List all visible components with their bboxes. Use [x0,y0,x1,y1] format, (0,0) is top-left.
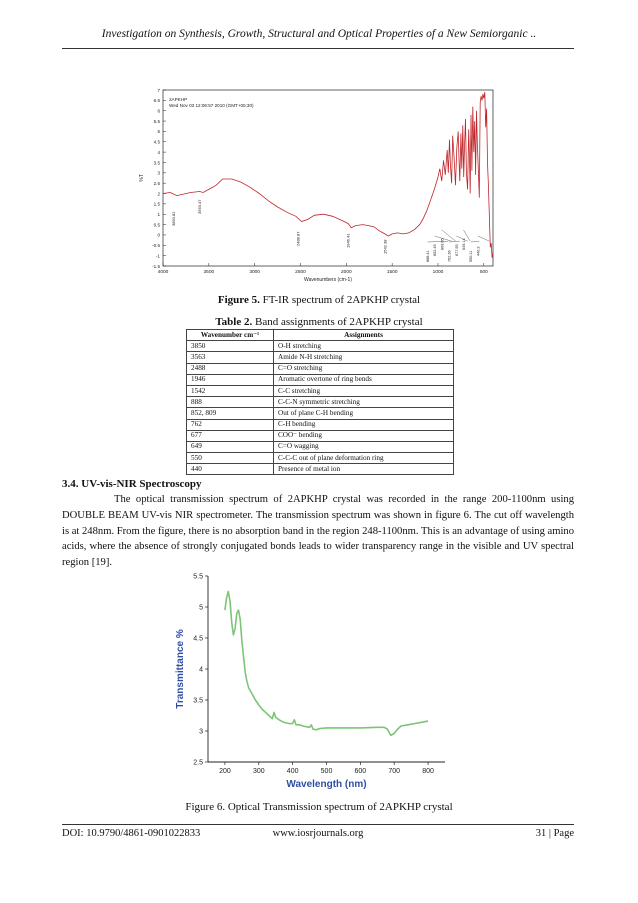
peak-label: 3850.82 [170,211,176,226]
peak-label: 888.41 [426,250,430,262]
cell-assignment: C-C stretching [274,385,454,396]
x-tick-label: 3500 [203,270,215,275]
peak-label: 809.65 [440,238,445,250]
y-tick-label: 3 [157,170,160,176]
cell-assignment: C-H bending [274,419,454,430]
table-row [187,453,454,464]
x-tick-label: 4000 [157,270,169,275]
y-tick-label: -0.5 [152,243,160,249]
cell-assignment: O-H stretching [274,341,454,352]
x-tick-label: 2500 [295,270,306,275]
y-tick-label: 4.5 [153,139,160,145]
table-row [187,352,454,363]
y-tick-label: 6.5 [153,98,160,104]
cell-assignment: C=O stretching [274,363,454,374]
table-2-text: Band assignments of 2APKHP crystal [252,316,423,328]
peak-leader-line [449,241,460,242]
x-axis-label: Wavelength (nm) [286,779,367,790]
y-tick-label: 2.5 [153,180,160,186]
peak-label: 550.11 [469,250,474,262]
table-row [187,419,454,430]
peak-label: 649.14 [462,238,466,250]
cell-wavenumber: 2488 [187,363,274,374]
cell-wavenumber: 888 [187,397,274,408]
x-tick-label: 500 [320,768,333,775]
y-tick-label: 3.5 [193,697,203,705]
cell-assignment: Out of plane C-H bending [274,408,454,419]
table-2-label: Table 2. [215,316,253,328]
table-row [187,464,454,475]
table-row [187,385,454,396]
ftir-series-line [163,92,493,258]
peak-label: 762.36 [447,250,452,262]
table-row [187,408,454,419]
x-tick-label: 1500 [386,270,398,275]
body-paragraph: The optical transmission spectrum of 2APKHP crystal was recorded in the range 200-1100nm using DOUBLE BEAM UV-vis NIR spectrometer. The transmission spectrum was shown in figure 6. The cut off wavelength is at 248nm. From the figure, there is no absorption band in the region 248-1100nm. This is an advantage of using amino acids, where the absence of strongly conjugated bonds leads to wider transparency range in the visible and UV spectral region [19]. [62,494,574,569]
cell-wavenumber: 440 [187,464,274,475]
table-row [187,430,454,441]
peak-leader-line [471,241,480,242]
y-tick-label: 2 [157,191,160,197]
y-tick-label: 5 [157,129,160,135]
y-tick-label: 1 [157,212,160,218]
footer-site: www.iosrjournals.org [272,828,364,839]
y-tick-label: -1.5 [152,263,160,269]
cell-wavenumber: 762 [187,419,274,430]
ftir-spectrum-chart [135,86,505,286]
peak-label: 2488.87 [295,231,301,246]
cell-assignment: C=O wagging [274,441,454,452]
table-row [187,363,454,374]
x-tick-label: 600 [354,768,367,775]
footer-rule [62,824,574,825]
y-tick-label: 5.5 [193,573,203,581]
y-tick-label: 3 [199,728,203,736]
running-head: Investigation on Synthesis, Growth, Structural and Optical Properties of a New Semiorganic .. [101,28,537,40]
header-assignments: Assignments [274,330,454,341]
cell-wavenumber: 3850 [187,341,274,352]
table-row [187,397,454,408]
peak-label: 677.95 [454,244,459,256]
annotation-line: Wed Nov 03 12:06:57 2010 (GMT+05:30) [169,103,254,108]
cell-assignment: C-C-N symmetric stretching [274,397,454,408]
y-tick-label: 3.5 [153,160,160,166]
x-tick-label: 2000 [340,270,352,275]
cell-wavenumber: 1542 [187,385,274,396]
y-tick-label: 5.5 [153,118,160,124]
table-row [187,341,454,352]
peak-label: 852.45 [433,244,438,256]
figure-5-text: FT-IR spectrum of 2APKHP crystal [259,294,421,306]
figure-5-caption [0,294,638,306]
y-tick-label: 4 [157,149,160,155]
x-tick-label: 700 [388,768,401,775]
footer-page: 31 | Page [535,828,574,839]
y-tick-label: 6 [157,108,160,114]
y-tick-label: 0.5 [153,222,160,228]
y-tick-label: -1 [155,253,160,259]
peak-label: 1946.41 [345,233,351,248]
figure-5-label: Figure 5. [217,294,260,306]
cell-wavenumber: 550 [187,453,274,464]
x-axis-label: Wavenumbers (cm-1) [304,277,352,283]
x-tick-label: 300 [252,768,265,775]
cell-wavenumber: 852, 809 [187,408,274,419]
peak-leader-line [478,236,489,241]
cell-assignment: Amide N-H stretching [274,352,454,363]
x-tick-label: 3000 [249,270,261,275]
table-row [187,374,454,385]
peak-label: 1542.38 [382,239,388,254]
y-tick-label: 1.5 [153,201,160,207]
cell-wavenumber: 3563 [187,352,274,363]
x-tick-label: 800 [422,768,434,775]
cell-wavenumber: 677 [187,430,274,441]
annotation-line: 2APKHP [169,97,188,102]
cell-wavenumber: 649 [187,441,274,452]
peak-leader-line [428,241,449,242]
y-tick-label: 7 [157,87,160,93]
header-wavenumber: Wavenumber cm⁻¹ [187,330,274,341]
y-axis-label: %T [139,174,145,182]
figure-6-caption: Figure 6. Optical Transmission spectrum of 2APKHP crystal [185,801,453,813]
x-tick-label: 400 [286,768,299,775]
header-rule [62,48,574,49]
band-assignments-table [186,329,454,475]
table-2-caption [0,316,638,328]
peak-label: 440.3 [476,246,481,256]
y-axis-label: Transmittance % [175,629,186,709]
cell-assignment: Presence of metal ion [274,464,454,475]
y-tick-label: 4 [199,666,203,674]
cell-assignment: C-C-C out of plane deformation ring [274,453,454,464]
y-tick-label: 4.5 [193,635,203,643]
x-tick-label: 500 [479,270,488,275]
cell-wavenumber: 1946 [187,374,274,385]
section-heading: 3.4. UV-vis-NIR Spectroscopy [62,478,202,490]
y-tick-label: 5 [199,604,203,612]
peak-label: 3563.47 [197,199,203,214]
cell-assignment: COO⁻ bending [274,430,454,441]
transmittance-series-line [225,592,428,736]
table-row [187,441,454,452]
footer-doi: DOI: 10.9790/4861-0901022833 [62,828,201,839]
x-tick-label: 200 [219,768,231,775]
y-tick-label: 0 [157,232,160,238]
cell-assignment: Aromatic overtone of ring bends [274,374,454,385]
transmission-spectrum-chart [170,570,450,795]
y-tick-label: 2.5 [193,759,203,767]
x-tick-label: 1000 [432,270,444,275]
table-header-row [187,330,454,341]
